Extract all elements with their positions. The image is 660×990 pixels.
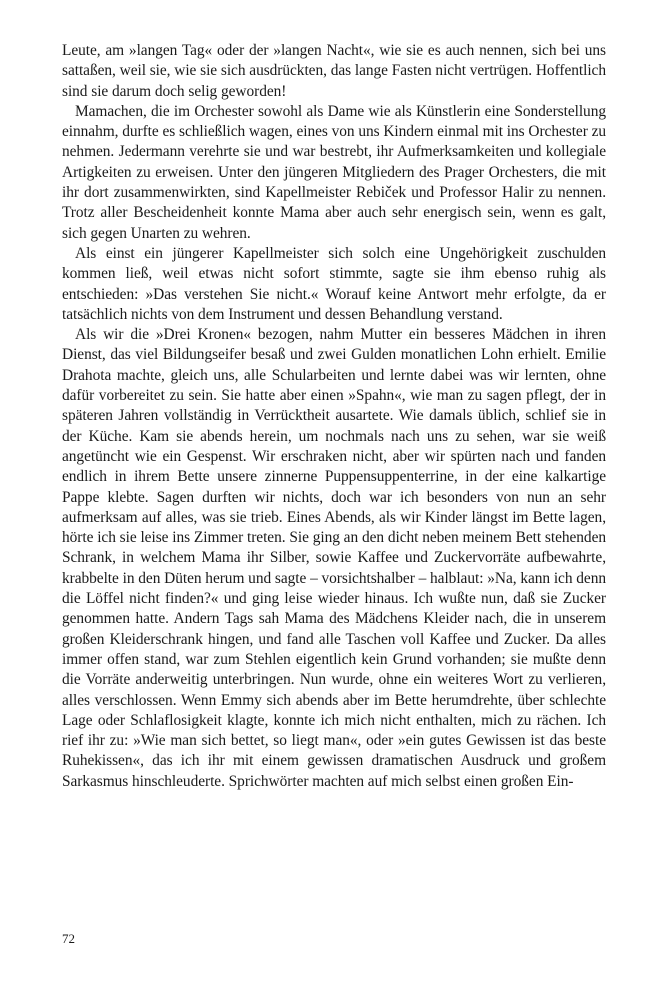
page-number: 72 <box>62 931 75 946</box>
paragraph-4: Als wir die »Drei Kronen« bezogen, nahm Mutter ein besseres Mädchen in ihren Dienst, das viel Bildungseifer besaß und zwei Gulden monatlichen Lohn erhielt. Emilie Drahota machte, gleich uns, alle Schularbeiten und lernte dabei was wir lernten, ohne dafür vorbereitet zu sein. Sie hatte aber einen »Spahn«, wie man zu sagen pflegt, der in späteren Jahren vollständig in Verrücktheit ausartete. Wie damals üblich, schlief sie in der Küche. Kam sie abends herein, um nochmals nach uns zu sehen, war sie weiß angetüncht wie ein Gespenst. Wir erschraken nicht, aber wir spürten nach und fanden endlich in ihrem Bette unsere zinnerne Puppensuppenterrine, in der eine kalkartige Pappe klebte. Sagen durften wir nichts, doch war ich besonders von nun an sehr aufmerksam auf alles, was sie trieb. Eines Abends, als wir Kinder längst im Bette lagen, hörte ich sie leise ins Zimmer treten. Sie ging an den dicht neben meinem Bett stehenden Schrank, in welchem Mama ihr Silber, sowie Kaffee und Zuckervorräte aufbewahrte, krabbelte in den Düten herum und sagte – vorsichtshalber – halblaut: »Na, kann ich denn die Löffel nicht finden?« und ging leise wieder hinaus. Ich wußte nun, daß sie Zucker genommen hatte. Andern Tags sah Mama des Mädchens Kleider nach, die in unserem großen Kleiderschrank hingen, und fand alle Taschen voll Kaffee und Zucker. Da alles immer offen stand, war zum Stehlen eigentlich kein Grund vorhanden; sie mußte denn die Vorräte anderweitig unterbringen. Nun wurde, ohne ein weiteres Wort zu verlieren, alles verschlossen. Wenn Emmy sich abends aber im Bette herumdrehte, über schlechte Lage oder Schlaflosigkeit klagte, konnte ich mich nicht enthalten, mich zu rächen. Ich rief ihr zu: »Wie man sich bettet, so liegt man«, oder »ein gutes Gewissen ist das beste Ruhekissen«, das ich ihr mit einem gewissen dramatischen Ausdruck und großem Sarkasmus hinschleuderte. Sprichwörter machten auf mich selbst einen großen Ein- <box>62 326 607 790</box>
page-text-block <box>62 41 606 921</box>
paragraph-2: Mamachen, die im Orchester sowohl als Dame wie als Künstlerin eine Sonderstellung einnahm, durfte es schließlich wagen, eines von uns Kindern einmal mit ins Orchester zu nehmen. Jedermann verehrte sie und war bestrebt, ihr Aufmerksamkeiten und kollegiale Artigkeiten zu erweisen. Unter den jüngeren Mitgliedern des Prager Orchesters, die mit ihr dort zusammenwirkten, sind Kapellmeister Rebiček und Professor Halir zu nennen. Trotz aller Bescheidenheit konnte Mama aber auch sehr energisch sein, wenn es galt, sich gegen Unarten zu wehren. <box>62 102 607 242</box>
paragraph-3: Als einst ein jüngerer Kapellmeister sich solch eine Ungehörigkeit zuschulden kommen ließ, weil etwas nicht sofort stimmte, sagte sie ihm ebenso ruhig als entschieden: »Das verstehen Sie nicht.« Worauf keine Antwort mehr erfolgte, da er tatsächlich nichts von dem Instrument und dessen Behandlung verstand. <box>62 244 606 323</box>
paragraph-1: Leute, am »langen Tag« oder der »langen Nacht«, wie sie es auch nennen, sich bei uns sattaßen, weil sie, wie sie sich ausdrückten, das lange Fasten nicht vertrügen. Hoffentlich sind sie darum doch selig geworden! <box>62 42 606 100</box>
body-text <box>62 41 606 792</box>
